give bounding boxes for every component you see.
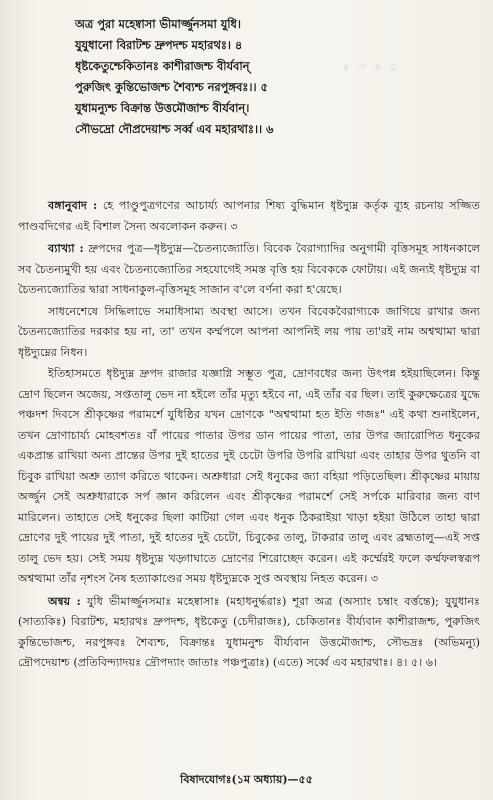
- bleed-through-text: ৫ ৩ ৪ ৫: [343, 62, 400, 73]
- verse-line: সৌভদ্রো দৌপ্রদেয়াশ্চ সর্ব্ব এব মহারথাঃ।। ৬: [75, 122, 274, 136]
- translation-paragraph: [18, 195, 480, 237]
- verse-line: যুধামন্যুশ্চ বিক্রান্ত উত্তমৌজাশ্চ বীর্যবান্‌।: [75, 101, 250, 115]
- verse-line: যুযুধানো বিরাটশ্চ দ্রুপদশ্চ মহারথঃ। ৪: [75, 38, 243, 52]
- verse-line: ধৃষ্টকেতুশ্চেকিতানঃ কাশীরাজশ্চ বীর্যবান্‌: [75, 59, 250, 73]
- explanation-label: ব্যাখ্যা :: [48, 241, 84, 255]
- translation-label: বঙ্গানুবাদ :: [48, 198, 98, 212]
- verse-line: পুরুজিৎ কুন্তিভোজশ্চ শৈব্যশ্চ নরপুঙ্গবঃ।। ৫: [75, 80, 268, 94]
- history-paragraph: ইতিহাসমতে ধৃষ্টদ্যুম্ন দ্রুপদ রাজার যজ্ঞাগ্নি সম্ভূত পুত্র, দ্রোণবধের জন্য উৎপন্ন হইয়াছিলেন। কিন্তু দ্রোণ ছিলেন অজেয়, সপ্ততালু ভেদ না হইলে তাঁর মৃত্যু হইবে না, এই তাঁর বর ছিল। তাই কুরুক্ষেত্রের যুদ্ধে পঞ্চদশ দিবসে শ্রীকৃষ্ণের পরামর্শে যুধিষ্ঠির যখন দ্রোণকে "অশ্বত্থামা হত ইতি গজঃ" এই কথা শুনাইলেন, তখন দ্রোণাচার্য্য মোহবশতঃ বাঁ পায়ের পাতার উপর ডান পায়ের পাতা, তার উপর জ্যারোপিত ধনুকের একপ্রান্ত রাখিয়া অন্য প্রান্তের উপর দুই হাতের দুই চেটো উপরি উপরি রাখিয়া এবং তাহার উপর থুতনি বা চিবুক রাখিয়া অশ্রু ত্যাগ করিতে থাকেন। অশ্রুধারা সেই ধনুকের জ্যা বহিয়া পড়িতেছিল। শ্রীকৃষ্ণের মায়ায় অর্জ্জুন সেই অশ্রুধারাকে সর্প জ্ঞান করিলেন এবং শ্রীকৃষ্ণের পরামর্শে সেই সর্পকে মারিবার জন্য বাণ মারিলেন। তাহাতে সেই ধনুকের ছিলা কাটিয়া গেল এবং ধনুক ঠিকরাইয়া খাড়া হইয়া উঠিলে তাহা দ্বারা দ্রোণের দুই পায়ের দুই পাতা, দুই হাতের দুই চেটো, চিবুকের তালু, টাকরার তালু এবং ব্রহ্মতালু—এই সপ্ত তালু ভেদ হয়। সেই সময় ধৃষ্টদ্যুম্ন খড়্গাঘাতে দ্রোণের শিরোচ্ছেদ করেন। এই কর্ম্মেরই ফলে কর্ম্মফলস্বরূপ অশ্বত্থামা তাঁর নৃশংস নৈষ হত্যাকাণ্ডের সময় ধৃষ্টদ্যুম্নকে সুপ্ত অবস্থায় নিহত করেন। ৩: [18, 367, 480, 585]
- samadhi-paragraph: সাধনেশেষে সিদ্ধিলাভে সমাধিসাম্য অবস্থা আসে। তখন বিবেকবৈরাগ্যকে জাগিয়ে রাখার জন্য চৈতন্যজ্যোতির দরকার হয় না, তা' তখন কর্ম্মপলে আপনা আপনিই লয় পায় তা'রই নাম অশ্বত্থামা দ্বারা ধৃষ্টদ্যুম্নের নিধন।: [18, 304, 480, 359]
- anvaya-label: অন্বয় :: [48, 593, 81, 608]
- page-footer: বিষাদযোগঃ(১ম অধ্যায়)—৫৫: [180, 773, 313, 786]
- verse-line: অত্র পুরা মহেষ্বাসা ভীমার্জ্জুনসমা যুধি।: [75, 17, 241, 31]
- commentary-body: [18, 195, 480, 675]
- explanation-paragraph: [18, 238, 480, 301]
- sanskrit-verse: [75, 14, 475, 140]
- explanation-text: দ্রুপদের পুত্র—ধৃষ্টদ্যুম্ন—চৈতন্যজ্যোতি। বিবেক বৈরাগ্যাদির অনুগামী বৃত্তিসমূহ সাধনকালে সব চৈতন্যমুখী হয় এবং চৈতন্যজ্যোতির সহযোগেই সমস্ত বৃত্তি হয় বিবেককে ফোটায়। এই জন্যই ধৃষ্টদ্যুম্ন বা চৈতন্যজ্যোতির দ্বারা সাধনাকুল-বৃত্তিসমূহ সাজান ব'লে বর্ণনা করা হ'য়েছে।: [18, 242, 481, 296]
- anvaya-text: যুধি ভীমার্জ্জুনসমাঃ মহেষ্বাসাঃ (মহাধনুর্দ্ধরাঃ) শূরা অত্র (অস্যাং চম্বাং বর্ত্তন্তে); যুযুধানঃ (সাত্যকিঃ) বিরাটশ্চ, মহারথঃ দ্রুপদশ্চ, ধৃষ্টকেতু (চেদীরাজঃ), চেকিতানঃ বীর্য্যবান কাশীরাজশ্চ, পুরুজিৎ কুন্তিভোজশ্চ, নরপুঙ্গবঃ শৈব্যশ্চ, বিক্রান্তঃ যুধামনুশ্চ বীর্য্যবান উত্তমৌজাশ্চ, সৌভদ্রঃ (অভিমন্যু) দ্রৌপদেয়াশ্চ (প্রতিবিন্দ্যাদয়ঃ দ্রৌপদ্যাং জাতাঃ পঞ্চপুত্রাঃ) (এতে) সর্ব্বে এব মহারথাঃ। ৪। ৫। ৬।: [18, 594, 480, 669]
- translation-text: হে পাণ্ডুপুত্রগণের আচার্য্য আপনার শিষ্য বুদ্ধিমান ধৃষ্টদ্যুম্ন কর্তৃক ব্যূহ রচনায় সজ্জিত পাণ্ডবদিগের এই বিশাল সৈন্য অবলোকন করুন। ৩: [18, 199, 480, 233]
- anvaya-paragraph: [18, 591, 480, 674]
